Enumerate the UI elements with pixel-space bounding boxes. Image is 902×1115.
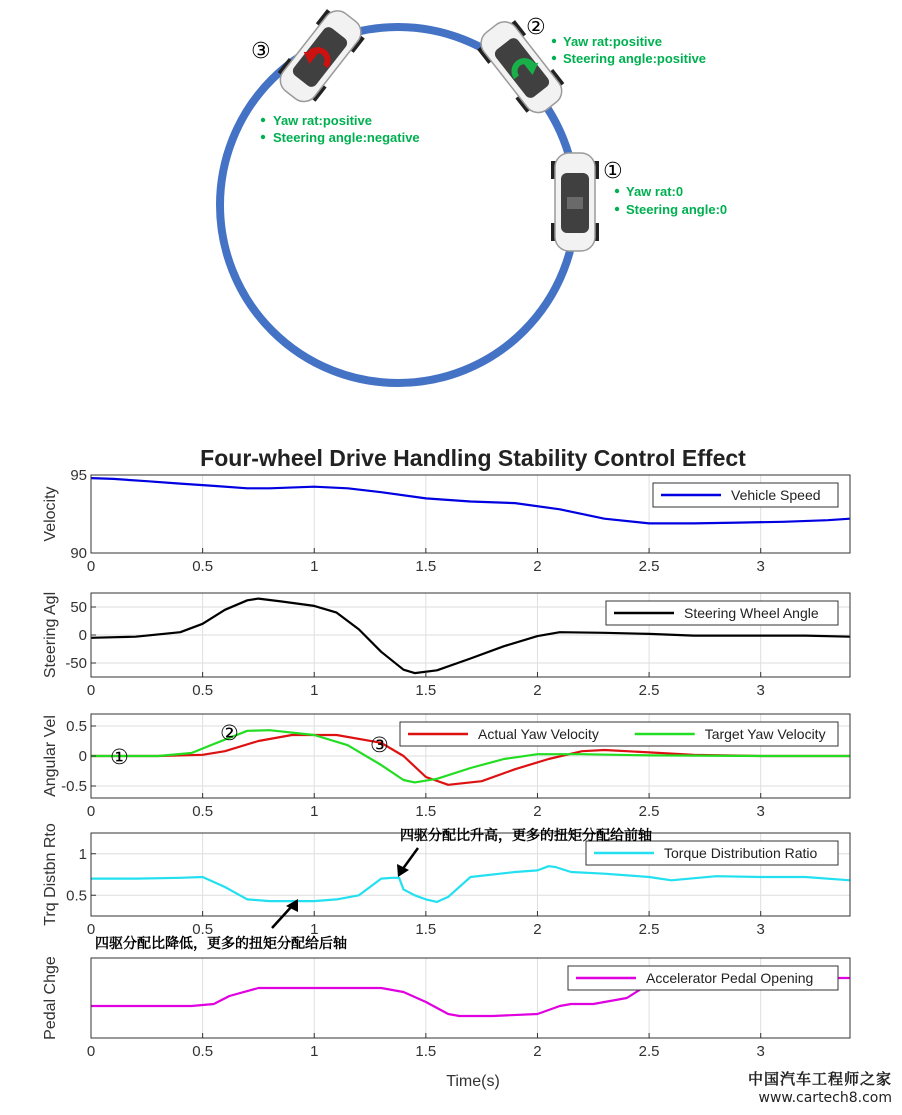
annotation-front-axle: 四驱分配比升高，更多的扭矩分配给前轴 (400, 828, 652, 844)
car-1-icon (551, 153, 599, 251)
x-tick-label-4: 2 (533, 1043, 542, 1060)
chart-panel-2 (42, 592, 850, 699)
x-tick-label-6: 3 (756, 803, 765, 820)
legend-label-1: Vehicle Speed (731, 487, 821, 503)
car-2-icon (472, 14, 570, 121)
x-tick-label-6: 3 (756, 921, 765, 938)
label-group-2 (552, 34, 706, 66)
x-tick-label-0: 0 (86, 1043, 96, 1060)
label-1-line-2: Steering angle:0 (626, 202, 728, 217)
label-1-line-1: Yaw rat:0 (626, 184, 684, 199)
x-tick-label-2: 1 (310, 558, 319, 575)
y-axis-label: Angular Vel (42, 715, 59, 797)
legend (606, 601, 838, 625)
x-tick-label-3: 1.5 (415, 558, 437, 575)
y-tick-label-2: 50 (70, 599, 87, 616)
chart-panel-5 (42, 956, 850, 1060)
annotation-marker-1: ① (110, 745, 129, 769)
x-tick-label-6: 3 (756, 558, 765, 575)
x-tick-label-1: 0.5 (192, 1043, 214, 1060)
y-tick-label-0: -50 (65, 655, 87, 672)
y-tick-label-1: 0 (78, 748, 87, 765)
label-3-line-1: Yaw rat:positive (273, 113, 372, 128)
y-tick-label-0: 90 (70, 545, 87, 562)
legend (653, 483, 838, 507)
figure-title: Four-wheel Drive Handling Stability Control Effect (200, 445, 746, 471)
x-tick-label-5: 2.5 (638, 803, 660, 820)
marker-1: ① (603, 159, 623, 184)
label-group-1 (615, 184, 727, 217)
x-tick-label-2: 1 (310, 803, 319, 820)
x-axis-label: Time(s) (446, 1073, 500, 1090)
x-tick-label-3: 1.5 (415, 1043, 437, 1060)
car-3-icon (272, 3, 370, 110)
legend-label-1: Accelerator Pedal Opening (646, 970, 814, 986)
x-tick-label-0: 0 (86, 682, 96, 699)
chart-panel-3 (42, 714, 850, 820)
legend-label-2: Target Yaw Velocity (704, 726, 826, 742)
x-tick-label-6: 3 (756, 682, 765, 699)
legend-label-1: Steering Wheel Angle (684, 605, 819, 621)
label-3-line-2: Steering angle:negative (273, 130, 420, 145)
y-axis-label: Pedal Chge (42, 956, 59, 1040)
watermark-title: 中国汽车工程师之家 (747, 1070, 892, 1088)
annotation-marker-3: ③ (370, 733, 389, 757)
x-tick-label-4: 2 (533, 682, 542, 699)
x-tick-label-6: 3 (756, 1043, 765, 1060)
label-group-3 (261, 113, 420, 145)
x-tick-label-3: 1.5 (415, 921, 437, 938)
x-tick-label-4: 2 (533, 921, 542, 938)
y-tick-label-0: 0.5 (66, 887, 87, 905)
legend-label-1: Actual Yaw Velocity (478, 726, 599, 742)
x-tick-label-5: 2.5 (638, 1043, 660, 1060)
label-2-line-2: Steering angle:positive (563, 51, 707, 66)
x-tick-label-4: 2 (533, 558, 542, 575)
x-tick-label-2: 1 (310, 682, 319, 699)
x-tick-label-1: 0.5 (192, 682, 214, 699)
y-tick-label-1: 0 (78, 627, 87, 644)
x-tick-label-3: 1.5 (415, 682, 437, 699)
x-tick-label-0: 0 (86, 921, 96, 938)
annotation-rear-axle: 四驱分配比降低，更多的扭矩分配给后轴 (95, 936, 347, 952)
y-tick-label-1: 95 (70, 467, 87, 484)
marker-3: ③ (251, 39, 271, 64)
x-tick-label-0: 0 (86, 803, 96, 820)
x-tick-label-5: 2.5 (638, 558, 660, 575)
x-tick-label-1: 0.5 (192, 803, 214, 820)
annotation-marker-2: ② (220, 721, 239, 745)
y-tick-label-1: 1 (78, 845, 87, 863)
x-tick-label-2: 1 (310, 1043, 319, 1060)
x-tick-label-2: 1 (310, 921, 319, 938)
chart-panel-1 (42, 467, 850, 575)
maneuver-diagram (220, 3, 727, 383)
legend (586, 841, 838, 865)
y-axis-label: Velocity (42, 486, 59, 542)
x-tick-label-0: 0 (86, 558, 96, 575)
x-tick-label-5: 2.5 (638, 682, 660, 699)
legend (568, 966, 838, 990)
y-tick-label-0: -0.5 (61, 778, 87, 795)
watermark-url: www.cartech8.com (758, 1090, 892, 1106)
x-tick-label-3: 1.5 (415, 803, 437, 820)
x-tick-label-5: 2.5 (638, 921, 660, 938)
legend (400, 722, 838, 746)
y-axis-label: Steering Agl (42, 591, 59, 679)
x-tick-label-1: 0.5 (192, 921, 214, 938)
y-tick-label-2: 0.5 (66, 718, 87, 735)
x-tick-label-1: 0.5 (192, 558, 214, 575)
x-tick-label-4: 2 (533, 803, 542, 820)
marker-2: ② (526, 15, 546, 40)
charts-group (42, 467, 850, 1060)
label-2-line-1: Yaw rat:positive (563, 34, 662, 49)
legend-label-1: Torque Distribution Ratio (664, 845, 818, 861)
y-axis-label: Trq Distbn Rto (42, 823, 59, 926)
